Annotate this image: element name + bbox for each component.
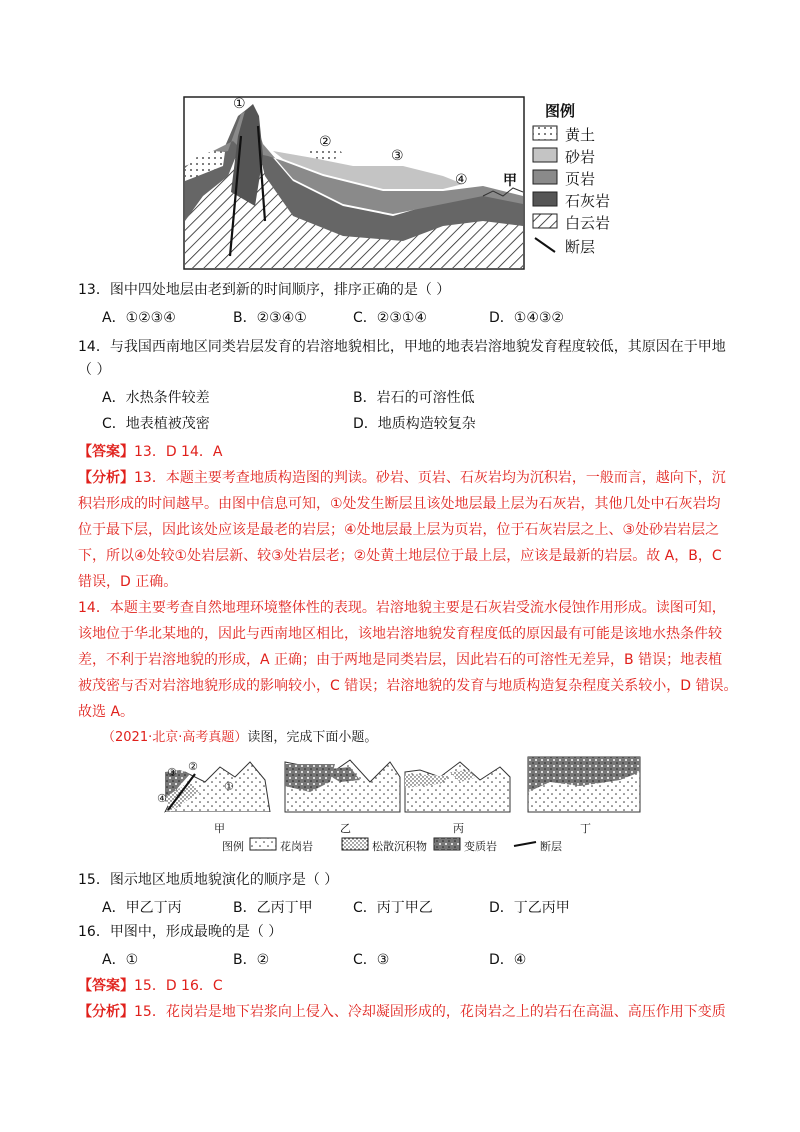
answer-block-1 bbox=[78, 442, 222, 462]
analysis-2-line-1: 【分析】15．花岗岩是地下岩浆向上侵入、冷却凝固形成的，花岗岩之上的岩石在高温、高压作用下变质 bbox=[78, 1004, 726, 1020]
q14-option-a: A．水热条件较差 bbox=[102, 390, 210, 406]
analysis-1-line-5: 错误，D 正确。 bbox=[78, 574, 178, 590]
analysis-1-line-7: 该地位于华北某地的，因此与西南地区相比，该地岩溶地貌发育程度低的原因最有可能是该地水热条件较 bbox=[78, 626, 722, 642]
q13-option-a: A．①②③④ bbox=[102, 310, 176, 326]
legend-fault: 断层 bbox=[565, 238, 596, 256]
answer-tag: 【答案】 bbox=[78, 444, 134, 460]
analysis-1-line-1: 【分析】13．本题主要考查地质构造图的判读。砂岩、页岩、石灰岩均为沉积岩，一般而言，越向下，沉 bbox=[78, 470, 726, 486]
panel-label-yi: 乙 bbox=[340, 822, 351, 835]
analysis-1-line-8: 差，不利于岩溶地貌的形成，A 正确；由于两地是同类岩层，因此岩石的可溶性无差异，B 错误；地表植 bbox=[78, 652, 723, 668]
analysis-tag-2: 【分析】 bbox=[78, 1004, 134, 1020]
marker-jia: 甲 bbox=[503, 173, 517, 189]
source-text: 读图，完成下面小题。 bbox=[247, 730, 378, 745]
q15-option-d: D．丁乙丙甲 bbox=[489, 900, 570, 916]
q13-option-d: D．①④③② bbox=[489, 310, 564, 326]
fig2-marker-4: ④ bbox=[157, 792, 167, 805]
q15-option-c: C．丙丁甲乙 bbox=[353, 900, 433, 916]
q14-stem: 14．与我国西南地区同类岩层发育的岩溶地貌相比，甲地的地表岩溶地貌发育程度较低，其原因在于甲地 bbox=[78, 339, 726, 355]
q13-option-c: C．②③①④ bbox=[353, 310, 427, 326]
legend-sandstone: 砂岩 bbox=[565, 148, 596, 166]
fig2-legend-fault: 断层 bbox=[540, 840, 562, 853]
fig2-marker-1: ① bbox=[224, 780, 234, 793]
panel-label-jia: 甲 bbox=[214, 822, 225, 835]
fig2-legend-granite: 花岗岩 bbox=[280, 840, 313, 853]
analysis-1-line-10: 故选 A。 bbox=[78, 704, 135, 720]
q15-stem: 15．图示地区地质地貌演化的顺序是（ ） bbox=[78, 872, 339, 888]
panel-label-ding: 丁 bbox=[580, 822, 591, 835]
analysis-1-line-9: 被茂密与否对岩溶地貌形成的影响较小，C 错误；岩溶地貌的发育与地质构造复杂程度关系较小，D 错误。 bbox=[78, 678, 738, 694]
legend-loess: 黄土 bbox=[565, 126, 596, 144]
q16-option-d: D．④ bbox=[489, 952, 527, 968]
q15-option-b: B．乙丙丁甲 bbox=[233, 900, 313, 916]
q16-option-b: B．② bbox=[233, 952, 270, 968]
q16-option-c: C．③ bbox=[353, 952, 390, 968]
marker-4: ④ bbox=[455, 172, 468, 188]
analysis-1-line-3: 位于最下层，因此该处应该是最老的岩层；④处地层最上层为页岩，位于石灰岩层之上、③处砂岩岩层之 bbox=[78, 522, 720, 538]
marker-3: ③ bbox=[391, 148, 404, 164]
answer-text-2: 15．D 16．C bbox=[134, 978, 223, 994]
geology-evolution-figure bbox=[150, 752, 650, 862]
q13-stem: 13．图中四处地层由老到新的时间顺序，排序正确的是（ ） bbox=[78, 282, 451, 298]
marker-2: ② bbox=[319, 134, 332, 150]
q16-option-a: A．① bbox=[102, 952, 139, 968]
fig2-marker-2: ② bbox=[188, 760, 198, 773]
answer-block-2 bbox=[78, 976, 223, 996]
marker-1: ① bbox=[233, 96, 246, 112]
source-tag: （2021·北京·高考真题） bbox=[102, 730, 248, 745]
cross-section-diagram bbox=[183, 96, 623, 272]
answer-text: 13．D 14．A bbox=[134, 444, 223, 460]
analysis-1-line-6: 14．本题主要考查自然地理环境整体性的表现。岩溶地貌主要是石灰岩受流水侵蚀作用形成。读图可知， bbox=[78, 600, 726, 616]
fig2-marker-3: ③ bbox=[167, 766, 177, 779]
fig2-legend-title: 图例 bbox=[222, 840, 244, 853]
q15-option-a: A．甲乙丁丙 bbox=[102, 900, 182, 916]
answer-tag-2: 【答案】 bbox=[78, 978, 134, 994]
q13-option-b: B．②③④① bbox=[233, 310, 307, 326]
fig2-legend-metamorphic: 变质岩 bbox=[464, 840, 497, 853]
q14-stem-bracket: （ ） bbox=[78, 362, 111, 378]
analysis-1-line-4: 下，所以④处较①处岩层新、较③处岩层老；②处黄土地层位于最上层，应该是最新的岩层。故 A，B，C bbox=[78, 548, 722, 564]
panel-label-bing: 丙 bbox=[453, 822, 464, 835]
geology-cross-section-figure bbox=[183, 96, 623, 272]
legend-shale: 页岩 bbox=[565, 170, 596, 188]
analysis-tag: 【分析】 bbox=[78, 470, 134, 486]
question-source bbox=[102, 728, 377, 748]
q16-stem: 16．甲图中，形成最晚的是（ ） bbox=[78, 924, 283, 940]
legend-dolomite: 白云岩 bbox=[565, 214, 611, 232]
legend-title: 图例 bbox=[545, 102, 576, 120]
fig2-legend-sediment: 松散沉积物 bbox=[372, 840, 427, 853]
q14-option-b: B．岩石的可溶性低 bbox=[353, 390, 475, 406]
legend-limestone: 石灰岩 bbox=[565, 192, 611, 210]
analysis-1-line-2: 积岩形成的时间越早。由图中信息可知，①处发生断层且该处地层最上层为石灰岩，其他几处中石灰岩均 bbox=[78, 496, 721, 512]
q14-option-c: C．地表植被茂密 bbox=[102, 416, 210, 432]
q14-option-d: D．地质构造较复杂 bbox=[353, 416, 476, 432]
